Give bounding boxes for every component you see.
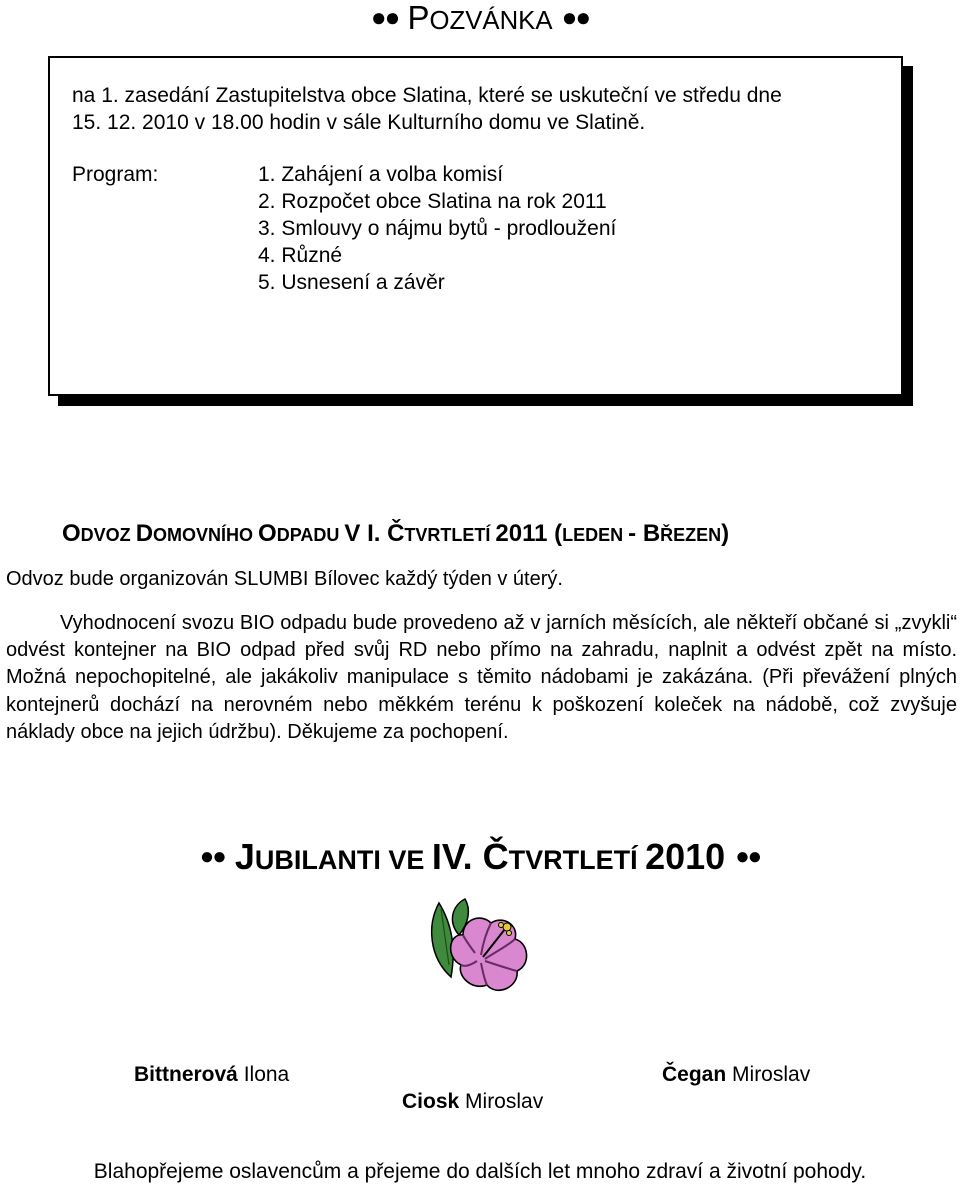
waste-heading-part: ) [721,520,730,547]
waste-heading-part: V I. Č [344,520,405,547]
program-label: Program: [72,163,159,186]
program-item: 4. Různé [258,244,343,267]
waste-paragraph-2: Vyhodnocení svozu BIO odpadu bude provedeno až v jarních měsících, ale někteří občané si „zvykli“ odvést kontejner na BIO odpad před svůj RD nebo přímo na zahradu, naplnit a odvést zpět na místo. Možná nepochopitelné, ale jakákoliv manipulace s těmito nádobami je zakázána. (Při převážení plných kontejnerů dochází na nerovném nebo měkkém terénu k poškození koleček na nádobě, což zvyšuje náklady obce na jejich údržbu). Děkujeme za pochopení. [6,612,957,743]
waste-heading-part: DVOZ [80,525,136,545]
jubilant-surname: Ciosk [402,1090,460,1113]
title-dots-right: ●● [561,2,590,32]
jubilant-given-name: Miroslav [732,1063,811,1086]
waste-heading-part: DPADU [276,525,345,545]
waste-heading-part: LEDEN [562,525,629,545]
waste-paragraph-1: Odvoz bude organizován SLUMBI Bílovec každý týden v úterý. [6,568,563,590]
program-item: 2. Rozpočet obce Slatina na rok 2011 [258,190,607,213]
jubilants-heading-part: UBILANTI VE [254,845,432,875]
jubilants-dots-left: ●● [199,843,225,870]
waste-heading-part: O [258,520,277,547]
jubilants-heading-part: TVRTLETÍ [508,845,646,875]
flower-illustration [425,895,535,1000]
waste-heading-part: 2011 ( [495,520,563,547]
page-title [0,0,960,41]
jubilants-heading-part: 2010 [645,836,726,877]
jubilant-given-name: Miroslav [465,1090,544,1113]
jubilants-heading-part: J [234,836,255,877]
jubilant-given-name: Ilona [243,1063,290,1086]
jubilants-dots-right: ●● [735,843,761,870]
program-list [258,161,616,296]
waste-heading-part: - B [628,520,661,547]
jubilants-heading [0,835,960,884]
waste-heading-part: OMOVNÍHO [153,525,259,545]
program-item: 3. Smlouvy o nájmu bytů - prodloužení [258,217,617,240]
program-item: 5. Usnesení a závěr [258,271,445,294]
title-first-letter: P [407,0,430,36]
closing-message: Blahopřejeme oslavencům a přejeme do dalších let mnoho zdraví a životní pohody. [93,1160,867,1183]
program-item: 1. Zahájení a volba komisí [258,163,504,186]
jubilant-name [402,1088,543,1116]
jubilant-surname: Čegan [662,1063,727,1086]
waste-heading-part: TVRTLETÍ [404,525,496,545]
waste-heading-part: O [62,520,81,547]
jubilant-name [134,1061,289,1089]
jubilant-surname: Bittnerová [134,1063,238,1086]
invitation-line-2: 15. 12. 2010 v 18.00 hodin v sále Kulturního domu ve Slatině. [72,111,646,134]
invitation-line-1: na 1. zasedání Zastupitelstva obce Slatina, které se uskuteční ve středu dne [72,84,782,107]
waste-heading-part: D [135,520,154,547]
title-dots-left: ●● [370,2,399,32]
jubilants-heading-part: IV. Č [431,836,509,877]
waste-heading-part: ŘEZEN [660,525,722,545]
jubilant-name [662,1061,810,1089]
title-rest: OZVÁNKA [429,7,553,35]
waste-heading [62,518,729,551]
